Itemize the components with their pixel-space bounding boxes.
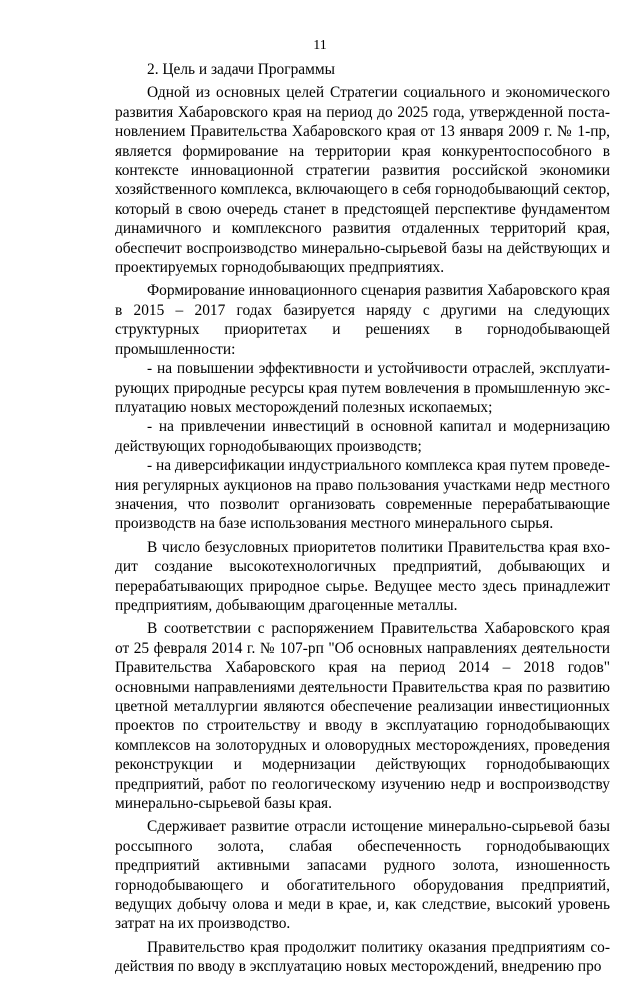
paragraph-priorities: В число безусловных приоритетов политики Правительства края входит создание высокотехнологичных предприятий, добывающих и перерабатывающих природное сырье. Ведущее место здесь принадлежит предприятиям, добывающим драгоценные металлы. [115, 538, 610, 614]
section-heading: 2. Цель и задачи Программы [147, 61, 335, 78]
list-item-efficiency: - на повышении эффективности и устойчивости отраслей, эксплуатирующих природные ресурсы края путем вовлечения в промышленную эксплуатацию новых месторождений полезных ископаемых; [115, 360, 610, 416]
list-item-diversification: - на диверсификации индустриального комплекса края путем проведения регулярных аукционов на право пользования участками недр местного значения, что позволит организовать современные перерабатывающие производств на базе использования местного минерального сырья. [115, 457, 610, 533]
list-item-investment: - на привлечении инвестиций в основной капитал и модернизацию действующих горнодобывающих производств; [115, 418, 610, 455]
page-number: 11 [313, 38, 327, 53]
document-body [115, 60, 610, 981]
paragraph-constraints: Сдерживает развитие отрасли истощение минерально-сырьевой базы россыпного золота, слабая обеспеченность горнодобывающих предприятий активными запасами рудного золота, изношенность горнодобывающего и обогатительного оборудования предприятий, ведущих добычу олова и меди в крае, и, как следствие, высокий уровень затрат на их производство. [115, 818, 610, 933]
paragraph-strategy-goal: Одной из основных целей Стратегии социального и экономического развития Хабаровского края на период до 2025 года, утвержденной постановлением Правительства Хабаровского края от 13 января 2009 г. № 1-пр, является формирование на территории края конкурентоспособного в контексте инновационной стратегии развития российской экономики хозяйственного комплекса, включающего в себя горнодобывающий сектор, который в свою очередь станет в предстоящей перспективе фундаментом динамичного и комплексного развития отдаленных территорий края, обеспечит воспроизводство минерально-сырьевой базы на действующих и проектируемых горнодобывающих предприятиях. [115, 84, 610, 277]
paragraph-government-order: В соответствии с распоряжением Правительства Хабаровского края от 25 февраля 2014 г. № 107-рп "Об основных направлениях деятельности Правительства Хабаровского края на период 2014 – 2018 годов" основными направлениями деятельности Правительства края по развитию цветной металлургии являются обеспечение реализации инвестиционных проектов по строительству и вводу в эксплуатацию горнодобывающих комплексов на золоторудных и оловорудных месторождениях, проведения реконструкции и модернизации действующих горнодобывающих предприятий, работ по геологическому изучению недр и воспроизводству минерально-сырьевой базы края. [115, 620, 610, 813]
paragraph-government-policy: Правительство края продолжит политику оказания предприятиям содействия по вводу в эксплуатацию новых месторождений, внедрению про [115, 938, 610, 976]
paragraph-innovation-scenario: Формирование инновационного сценария развития Хабаровского края в 2015 – 2017 годах базируется наряду с другими на следующих структурных приоритетах и решениях в горнодобывающей промышленности: [115, 282, 610, 358]
